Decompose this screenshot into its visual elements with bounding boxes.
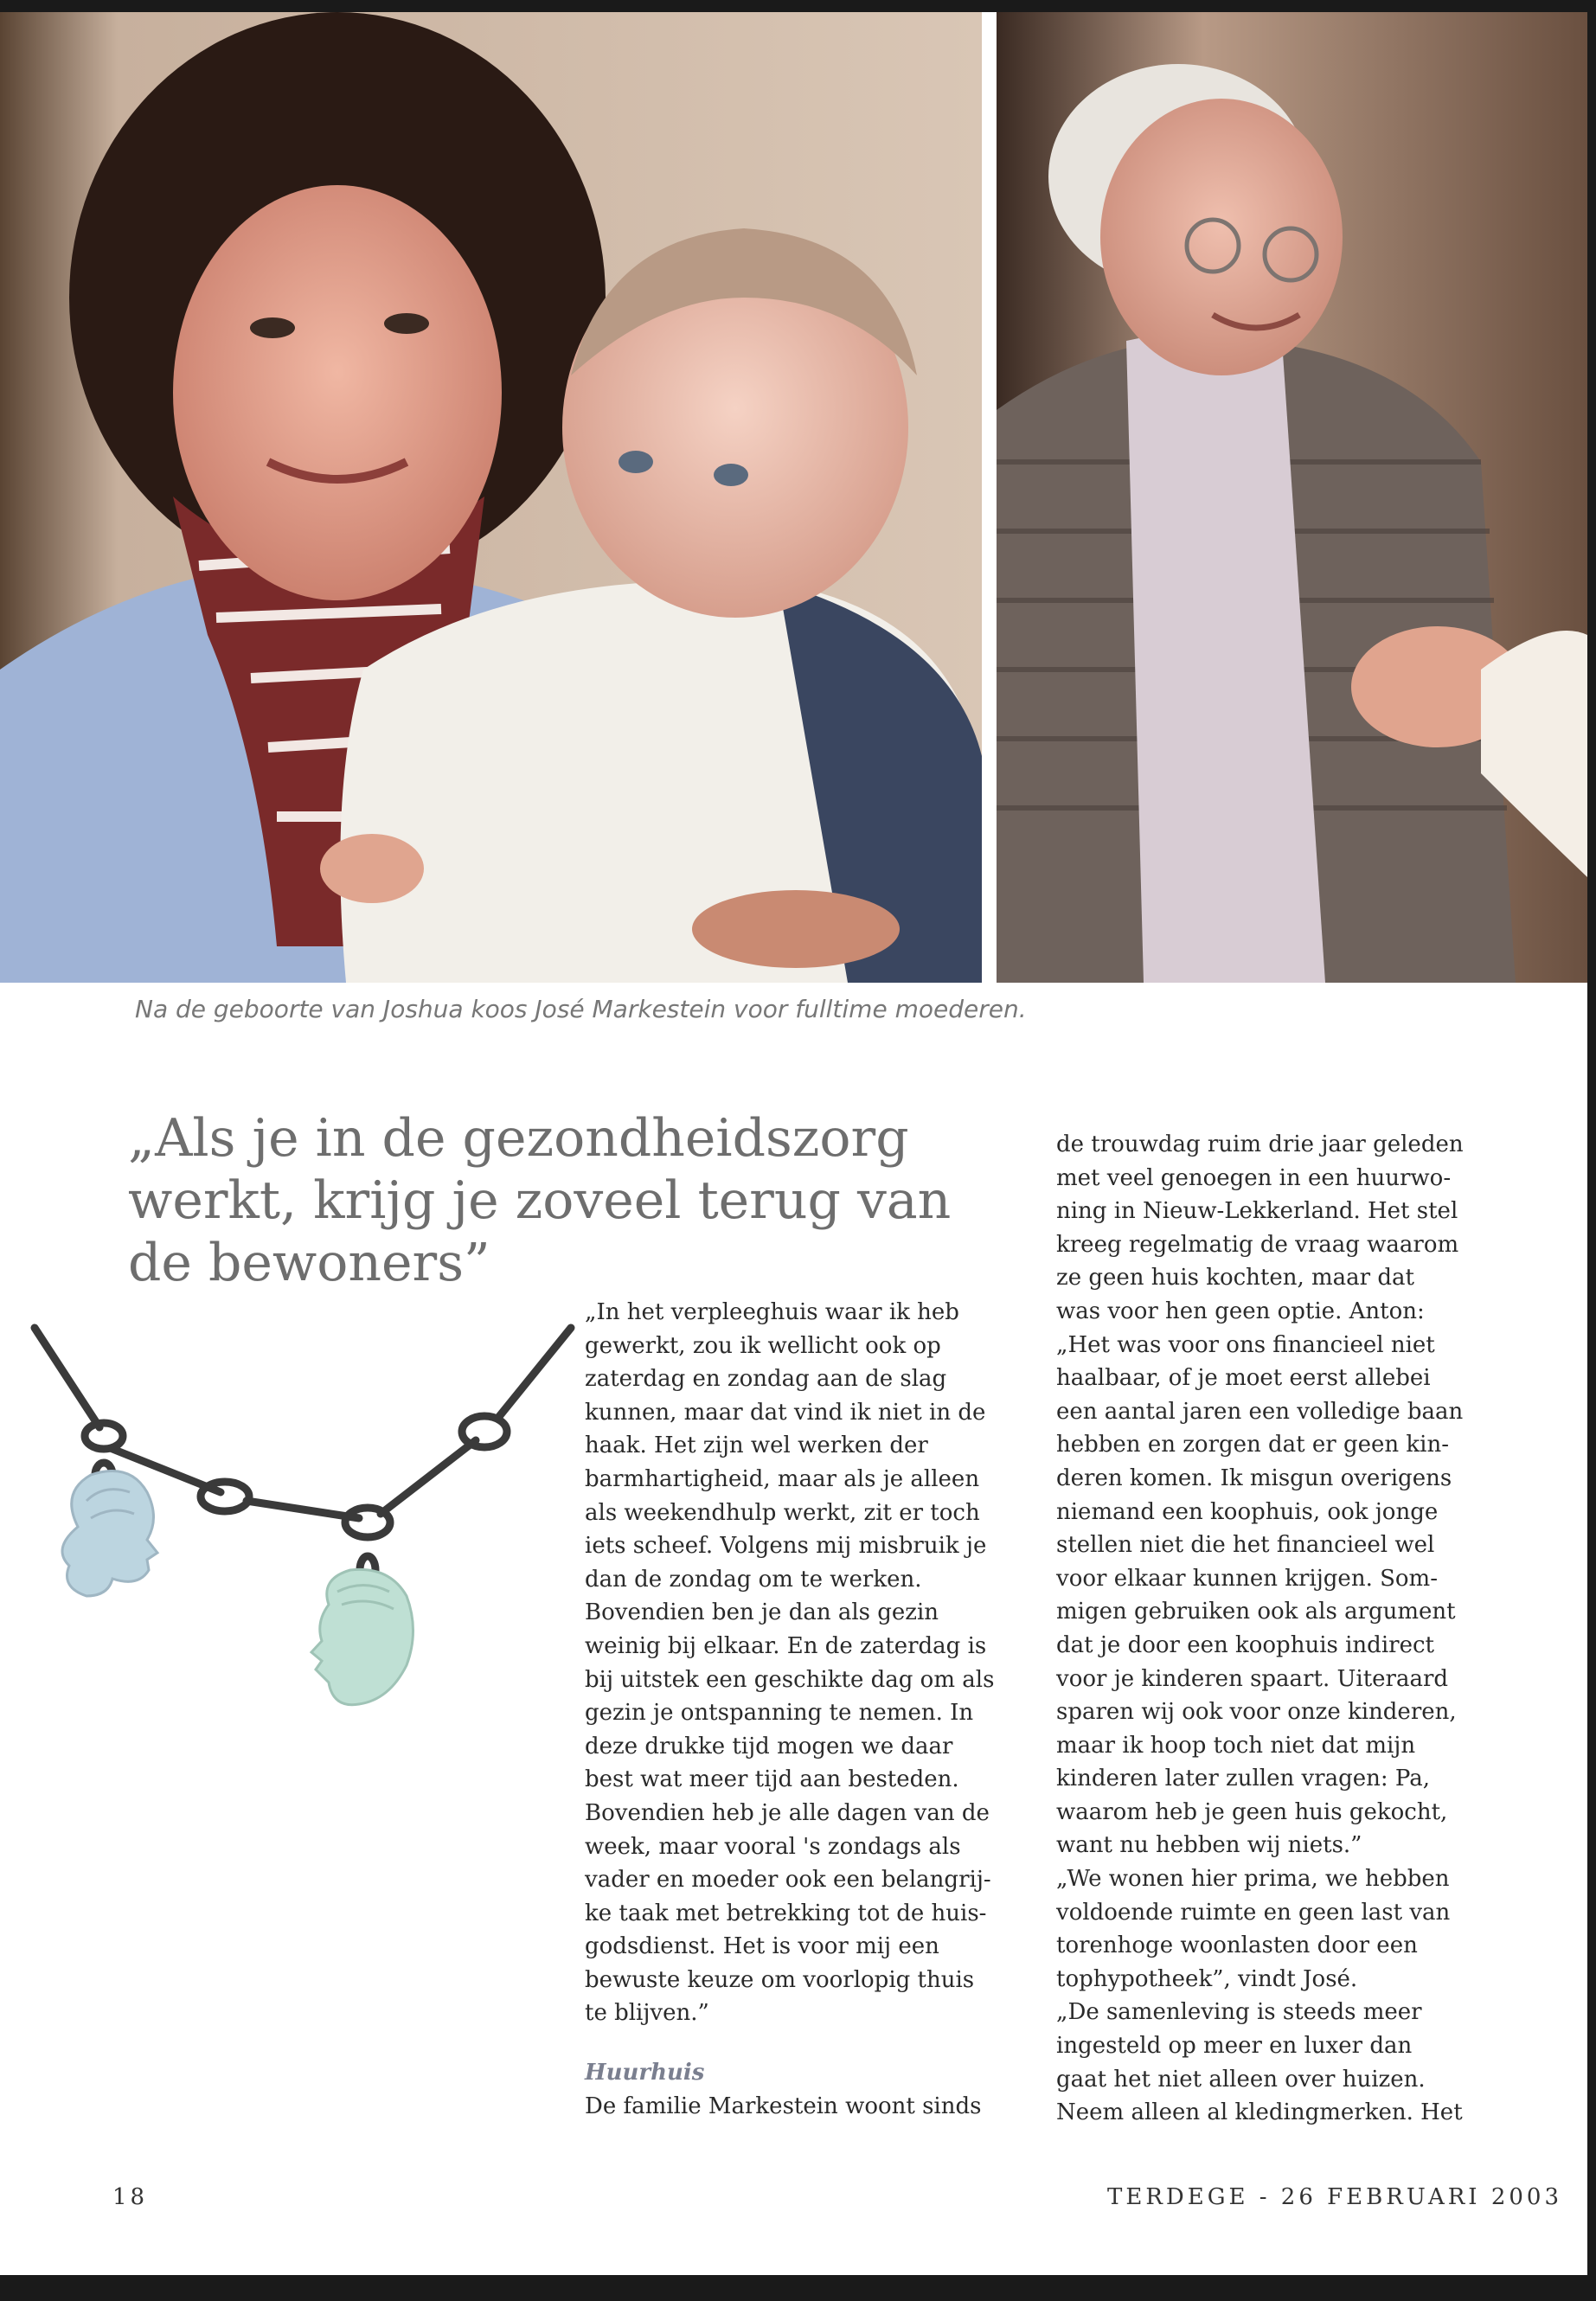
text-line: haalbaar, of je moet eerst allebei (1056, 1365, 1431, 1392)
article-paragraph (585, 2090, 1035, 2124)
text-line: ke taak met betrekking tot de huis- (585, 1900, 987, 1926)
photo-mother-and-baby (0, 12, 982, 983)
text-line: bewuste keuze om voorlopig thuis (585, 1966, 975, 1993)
text-line: voldoende ruimte en geen last van (1056, 1899, 1451, 1926)
text-line: stellen niet die het financieel wel (1056, 1532, 1435, 1559)
text-line: zaterdag en zondag aan de slag (585, 1366, 947, 1393)
text-line: kinderen later zullen vragen: Pa, (1056, 1766, 1430, 1792)
text-line: gaat het niet alleen over huizen. (1056, 2066, 1426, 2093)
text-line: waarom heb je geen huis gekocht, (1056, 1798, 1448, 1825)
text-line: voor je kinderen spaart. Uiteraard (1056, 1665, 1449, 1692)
text-line: als weekendhulp werkt, zit er toch (585, 1499, 980, 1526)
text-line: want nu hebben wij niets.” (1056, 1832, 1362, 1859)
text-line: hebben en zorgen dat er geen kin- (1056, 1432, 1449, 1458)
pull-quote-headline (128, 1107, 976, 1294)
publication-footer: TERDEGE - 26 FEBRUARI 2003 (1107, 2184, 1563, 2210)
text-line: „We wonen hier prima, we hebben (1056, 1866, 1450, 1893)
necklace-illustration (17, 1319, 580, 1769)
text-line: haak. Het zijn wel werken der (585, 1433, 928, 1459)
text-line: „Het was voor ons financieel niet (1056, 1331, 1435, 1358)
article-paragraph (1056, 1128, 1506, 2130)
right-border (1587, 0, 1596, 2301)
article-column-middle (585, 1296, 1035, 2123)
text-line: was voor hen geen optie. Anton: (1056, 1298, 1425, 1324)
text-line: ze geen huis kochten, maar dat (1056, 1265, 1414, 1292)
bottom-border (0, 2275, 1596, 2301)
text-line: deren komen. Ik misgun overigens (1056, 1465, 1452, 1491)
text-line: gezin je ontspanning te nemen. In (585, 1700, 974, 1727)
text-line: met veel genoegen in een huurwo- (1056, 1164, 1452, 1191)
text-line: barmhartigheid, maar als je alleen (585, 1465, 980, 1492)
text-line: de trouwdag ruim drie jaar geleden (1056, 1131, 1464, 1157)
photo-caption: Na de geboorte van Joshua koos José Markestein voor fulltime moederen. (135, 995, 1027, 1023)
text-line: „In het verpleeghuis waar ik heb (585, 1299, 959, 1325)
page-number: 18 (112, 2184, 149, 2210)
text-line: migen gebruiken ook als argument (1056, 1599, 1456, 1625)
text-line: Neem alleen al kledingmerken. Het (1056, 2099, 1463, 2126)
text-line: dat je door een koophuis indirect (1056, 1631, 1434, 1658)
top-border (0, 0, 1596, 12)
text-line: Bovendien ben je dan als gezin (585, 1599, 939, 1626)
section-subheading: Huurhuis (585, 2060, 705, 2086)
text-line: godsdienst. Het is voor mij een (585, 1933, 939, 1960)
text-line: te blijven.” (585, 2000, 709, 2027)
boy-profile-charm-icon (311, 1569, 413, 1704)
text-line: gewerkt, zou ik wellicht ook op (585, 1332, 941, 1359)
text-line: „De samenleving is steeds meer (1056, 1999, 1422, 2026)
text-line: ingesteld op meer en luxer dan (1056, 2033, 1413, 2060)
text-line: week, maar vooral 's zondags als (585, 1833, 961, 1860)
text-line: ning in Nieuw-Lekkerland. Het stel (1056, 1198, 1458, 1225)
text-line: vader en moeder ook een belangrij- (585, 1867, 991, 1894)
article-paragraph (585, 1296, 1035, 2030)
article-column-right (1056, 1128, 1506, 2130)
girl-profile-charm-icon (62, 1471, 157, 1597)
headline-line: „Als je in de gezondheidszorg (128, 1108, 909, 1169)
text-line: weinig bij elkaar. En de zaterdag is (585, 1632, 987, 1659)
text-line: een aantal jaren een volledige baan (1056, 1398, 1464, 1425)
headline-line: werkt, krijg je zoveel terug van (128, 1170, 952, 1231)
text-line: best wat meer tijd aan besteden. (585, 1766, 959, 1793)
text-line: De familie Markestein woont sinds (585, 2093, 982, 2119)
text-line: kunnen, maar dat vind ik niet in de (585, 1399, 986, 1426)
text-line: voor elkaar kunnen krijgen. Som- (1056, 1565, 1438, 1592)
text-line: Bovendien heb je alle dagen van de (585, 1799, 990, 1826)
text-line: maar ik hoop toch niet dat mijn (1056, 1732, 1416, 1759)
headline-line: de bewoners” (128, 1233, 490, 1293)
text-line: deze drukke tijd mogen we daar (585, 1733, 953, 1759)
text-line: kreeg regelmatig de vraag waarom (1056, 1231, 1459, 1258)
text-line: dan de zondag om te werken. (585, 1566, 922, 1593)
text-line: bij uitstek een geschikte dag om als (585, 1666, 995, 1693)
text-line: tophypotheek”, vindt José. (1056, 1965, 1358, 1992)
text-line: sparen wij ook voor onze kinderen, (1056, 1699, 1457, 1726)
text-line: torenhoge woonlasten door een (1056, 1932, 1418, 1959)
photo-grandmother (997, 12, 1587, 983)
text-line: iets scheef. Volgens mij misbruik je (585, 1533, 987, 1560)
text-line: niemand een koophuis, ook jonge (1056, 1498, 1439, 1525)
